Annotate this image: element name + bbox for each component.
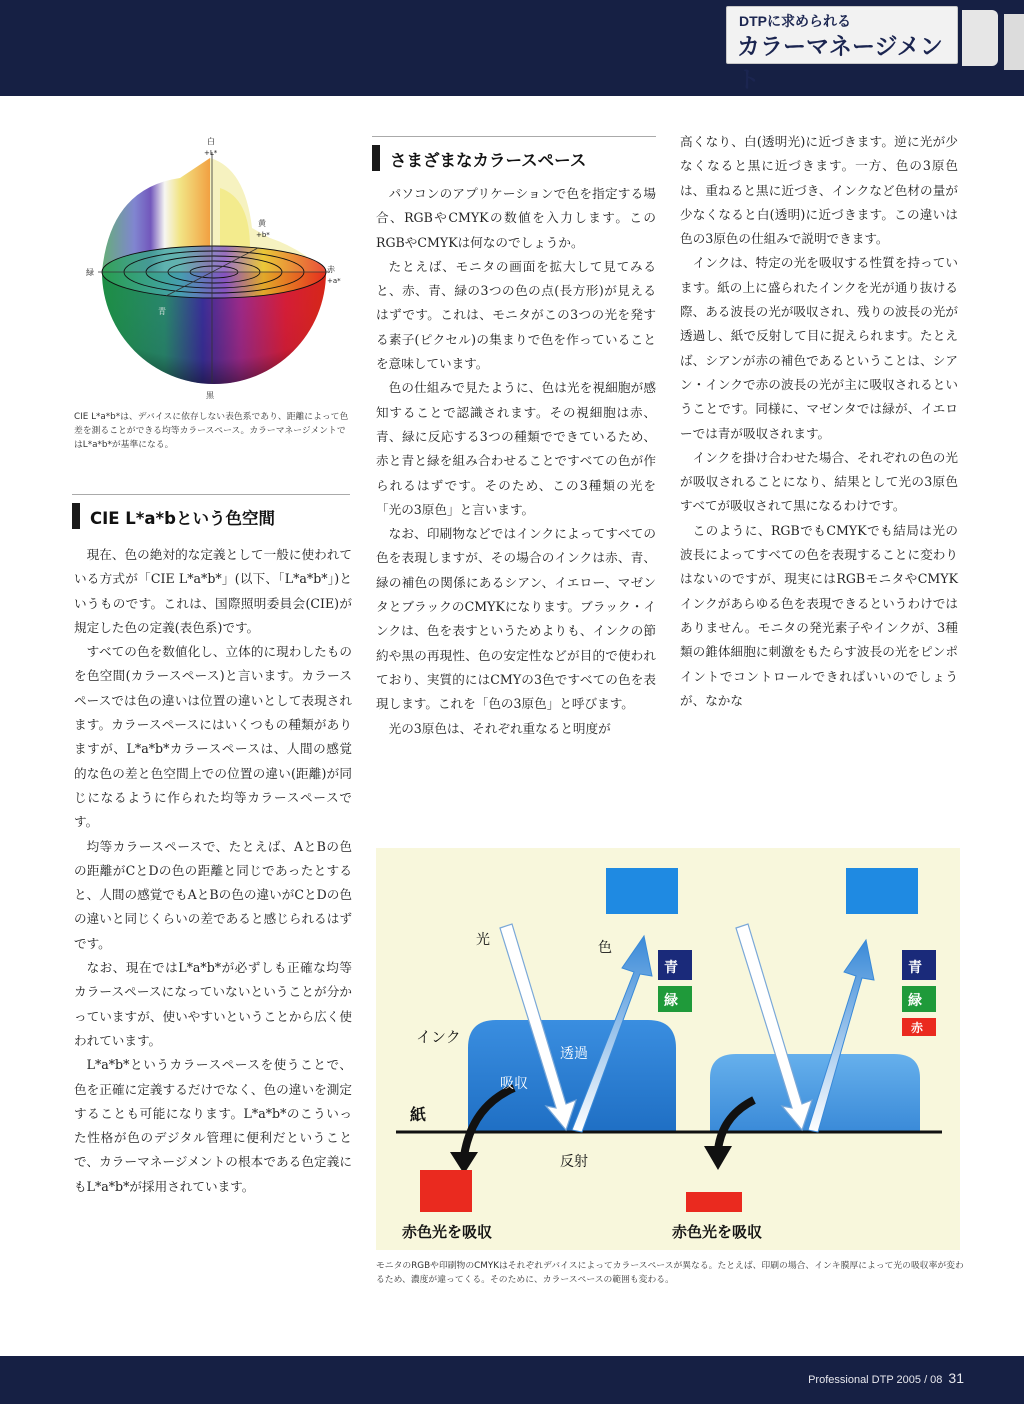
tab-edge-2	[1004, 14, 1024, 70]
figure2-caption: モニタのRGBや印刷物のCMYKはそれぞれデバイスによってカラースペースが異なる。たとえば、印刷の場合、インキ膜厚によって光の吸収率が変わるため、濃度が違ってくる。そのために、カラースペースの範囲も変わる。	[376, 1261, 964, 1285]
paragraph: L*a*b*というカラースペースを使うことで、色を正確に定義するだけでなく、色の違いを測定することも可能になります。L*a*b*のこういった性格が色のデジタル管理に便利だということで、カラーマネージメントの根本である色定義にもL*a*b*が採用されています。	[74, 1057, 352, 1194]
page-number: 31	[948, 1370, 964, 1386]
paragraph: なお、印刷物などではインクによってすべての色を表現しますが、その場合のインクは赤、青、緑の補色の関係にあるシアン、イエロー、マゼンタとブラックのCMYKになります。ブラック・インクは、色を表すというためよりも、インクの節約や黒の再現性、色の安定性などが目的で使われており、実質的にはCMYの3色ですべての色を表現します。これを「色の3原色」と呼びます。	[376, 526, 656, 712]
label-absorb-red-left: 赤色光を吸収	[402, 1223, 493, 1241]
paragraph: なお、現在ではL*a*b*が必ずしも正確な均等カラースペースになっていないということが分かっていますが、使いやすいということから広く使われています。	[74, 960, 352, 1048]
heading-text: さまざまなカラースペース	[390, 151, 587, 170]
lab-sphere-illustration	[70, 128, 360, 410]
tab-edge	[962, 10, 998, 66]
paragraph: インクは、特定の光を吸収する性質を持っています。紙の上に盛られたインクを光が通り抜ける際、ある波長の光が吸収され、残りの波長の光が透過し、紙で反射して目に捉えられます。たとえば、シアンが赤の補色であるということは、シアン・インクで赤の波長の光が主に吸収されるということです。同様に、マゼンタでは緑が、イエローでは青が吸収されます。	[680, 255, 958, 441]
label-plus-b: +b*	[256, 231, 270, 239]
section-heading-color-spaces	[372, 136, 656, 173]
paragraph: たとえば、モニタの画面を拡大して見てみると、赤、青、緑の3つの色の点(長方形)が見えるはずです。これは、モニタがこの3つの光を発する素子(ピクセル)の集まりで色を作っていることを意味しています。	[376, 258, 656, 372]
label-absorb-red-right: 赤色光を吸収	[672, 1223, 763, 1241]
chip-label-red-right: 赤	[911, 1021, 924, 1035]
label-white: 白	[207, 137, 215, 146]
paragraph: 高くなり、白(透明光)に近づきます。逆に光が少なくなると黒に近づきます。一方、色の3原色は、重ねると黒に近づき、インクなど色材の量が少なくなると白(透明)に近づきます。この違いは色の3原色の仕組みで説明できます。	[680, 134, 958, 247]
absorbed-red-box-thin	[686, 1192, 742, 1212]
lab-color-sphere-figure	[70, 128, 360, 410]
label-reflect: 反射	[560, 1154, 588, 1170]
paragraph: 光の3原色は、それぞれ重なると明度が	[388, 720, 611, 736]
label-red: 赤	[327, 265, 335, 274]
label-paper: 紙	[410, 1105, 427, 1124]
paragraph: すべての色を数値化し、立体的に現わしたものを色空間(カラースペース)と言います。カラースペースでは色の違いは位置の違いとして表現されます。カラースペースにはいくつもの種類がありますが、L*a*b*カラースペースは、人間の感覚的な色の差と色空間上での位置の違い(距離)が同じになるように作られた均等カラースペースです。	[74, 644, 352, 830]
paragraph: パソコンのアプリケーションで色を指定する場合、RGBやCMYKの数値を入力します。このRGBやCMYKは何なのでしょうか。	[376, 186, 656, 250]
paragraph: 均等カラースペースで、たとえば、AとBの色の距離がCとDの色の距離と同じであったとすると、人間の感覚でもAとBの色の違いがCとDの色の違いと同じくらいの差であると感じられるはずです。	[74, 838, 352, 951]
label-blue: 青	[158, 307, 166, 316]
absorbed-red-box-thick	[420, 1170, 472, 1212]
label-plus-l: +L*	[204, 149, 218, 157]
label-plus-a: +a*	[327, 277, 341, 285]
magazine-issue: Professional DTP 2005 / 08	[808, 1374, 943, 1386]
label-black: 黒	[206, 391, 214, 400]
paragraph: このように、RGBでもCMYKでも結局は光の波長によってすべての色を表現することに変わりはないのですが、現実にはRGBモニタやCMYKインクがあらゆる色を表現できるというわけではありません。モニタの発光素子やインクが、3種類の錐体細胞に刺激をもたらす波長の光をピンポイントでコントロールできればいいのでしょうが、なかな	[680, 522, 958, 708]
footer-text	[808, 1370, 964, 1386]
chip-label-blue-right: 青	[908, 960, 922, 976]
chip-label-blue-left: 青	[664, 960, 678, 976]
ink-absorption-illustration	[376, 848, 960, 1250]
label-light: 光	[476, 932, 490, 948]
paragraph: インクを掛け合わせた場合、それぞれの色の光が吸収されることになり、結果として光の3原色すべてが吸収されて黒になるわけです。	[680, 449, 958, 514]
ink-absorption-diagram	[376, 848, 960, 1250]
label-transmit: 透過	[560, 1046, 588, 1062]
heading-marker	[72, 503, 80, 529]
section-heading-cie	[72, 494, 350, 531]
header-bar	[0, 0, 1024, 96]
tab-title: カラーマネージメント	[737, 33, 943, 92]
reflected-color-swatch-right	[846, 868, 918, 914]
heading-text: CIE L*a*bという色空間	[90, 509, 275, 528]
paragraph: 色の仕組みで見たように、色は光を視細胞が感知することで認識されます。その視細胞は赤、青、緑に反応する3つの種類でできているため、赤と青と緑を組み合わせることですべての色が作られるはずです。そのため、この3種類の光を「光の3原色」と言います。	[376, 380, 656, 517]
label-absorb: 吸収	[500, 1076, 528, 1092]
chip-label-green-right: 緑	[908, 993, 922, 1009]
heading-marker	[372, 145, 380, 171]
label-green: 緑	[86, 268, 94, 277]
chip-label-green-left: 緑	[664, 993, 678, 1009]
body-column-left	[74, 543, 352, 1199]
tab-subtitle: DTPに求められる	[739, 13, 851, 29]
body-column-right	[680, 130, 958, 713]
paragraph: 現在、色の絶対的な定義として一般に使われている方式が「CIE L*a*b*」(以下、「L*a*b*」)というものです。これは、国際照明委員会(CIE)が規定した色の定義(表色系)です。	[74, 547, 352, 635]
reflected-color-swatch-left	[606, 868, 678, 914]
section-tab	[726, 6, 958, 92]
footer-bar	[0, 1356, 1024, 1404]
label-yellow: 黄	[258, 219, 266, 228]
figure1-caption: CIE L*a*b*は、デバイスに依存しない表色系であり、距離によって色差を測ることができる均等カラースペース。カラーマネージメントではL*a*b*が基準になる。	[74, 412, 349, 450]
label-ink: インク	[416, 1028, 461, 1046]
body-column-middle	[376, 182, 656, 741]
label-color: 色	[598, 940, 612, 956]
